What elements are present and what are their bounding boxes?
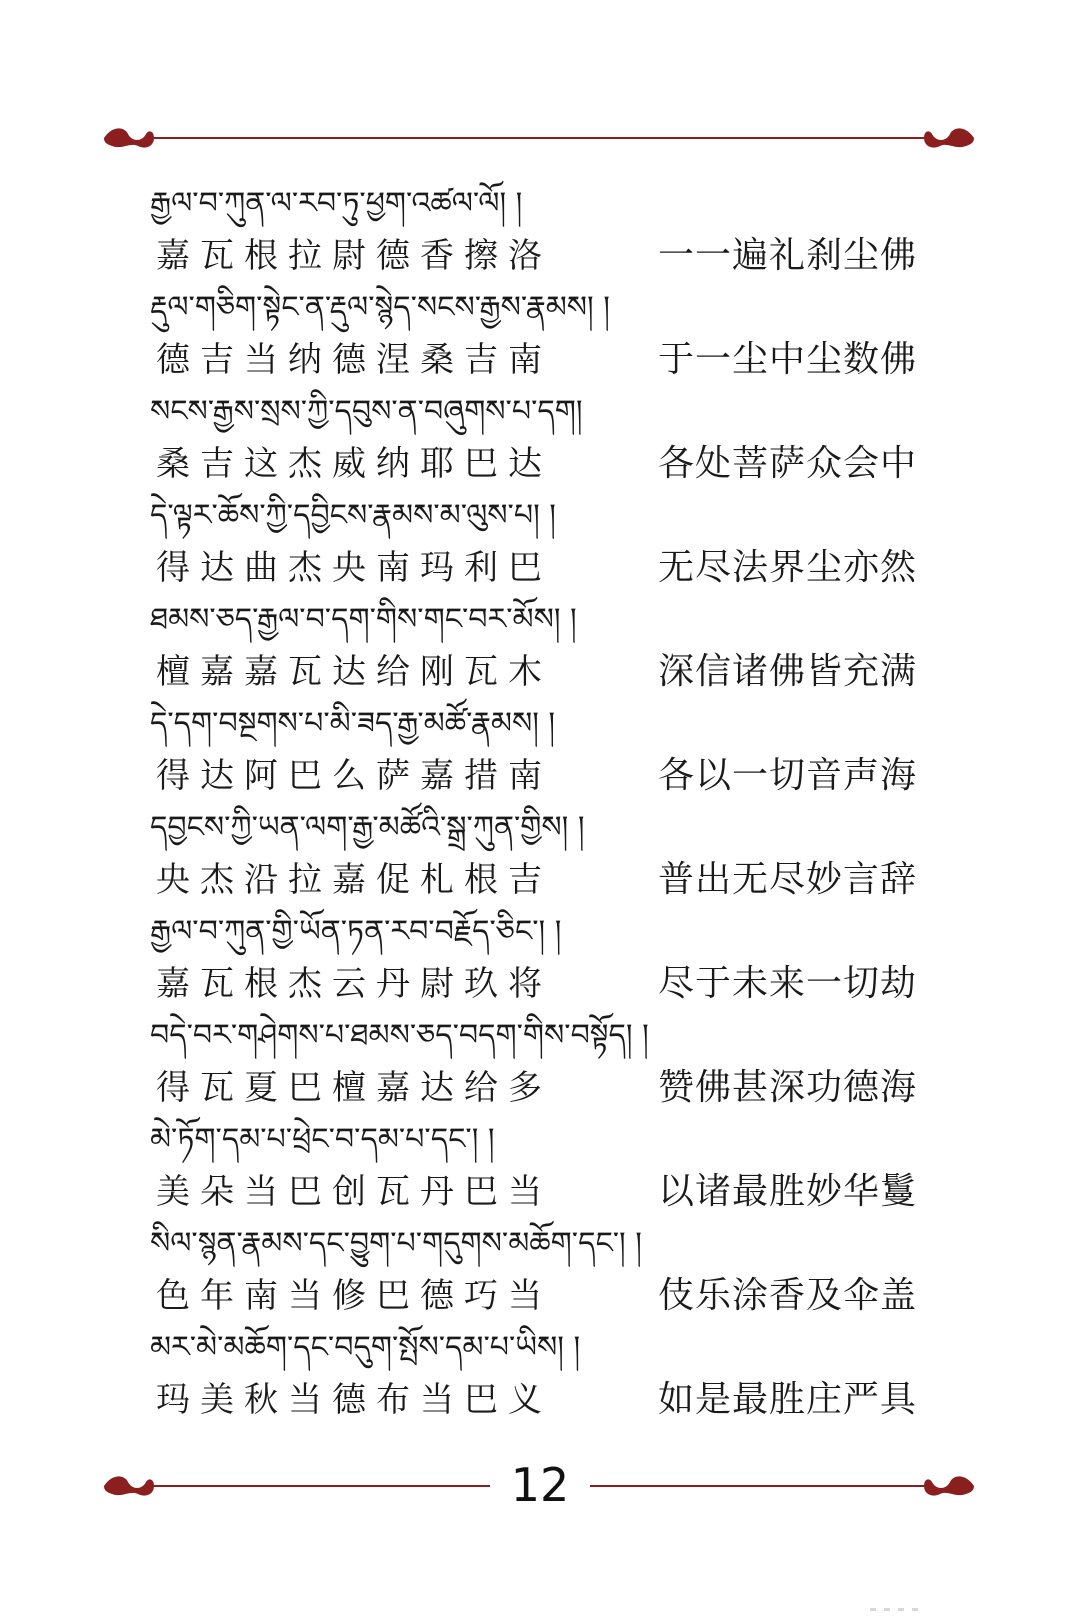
- transliteration-line: 桑吉这杰威纳耶巴达: [156, 444, 552, 484]
- meaning-line: 无尽法界尘亦然: [658, 547, 918, 588]
- watermark-dots: [870, 1596, 940, 1600]
- transliteration-line: 德吉当纳德涅桑吉南: [156, 340, 552, 380]
- tibetan-line: སིལ་སྙན་རྣམས་དང་བྱུག་པ་གདུགས་མཆོག་དང་། །: [150, 1226, 642, 1261]
- meaning-line: 尽于未来一切劫: [658, 963, 918, 1004]
- tibetan-line: སངས་རྒྱས་སྲས་ཀྱི་དབུས་ན་བཞུགས་པ་དག།: [150, 394, 583, 429]
- tibetan-line: རྡུལ་གཅིག་སྟེང་ན་རྡུལ་སྙེད་སངས་རྒྱས་རྣམས། །: [150, 290, 610, 325]
- transliteration-line: 檀嘉嘉瓦达给刚瓦木: [156, 652, 552, 692]
- meaning-line: 各以一切音声海: [658, 755, 918, 796]
- meaning-line: 伎乐涂香及伞盖: [658, 1275, 918, 1316]
- verse-list: [150, 178, 930, 1426]
- verse-5: [150, 594, 930, 698]
- ornament-divider-icon: [102, 120, 976, 156]
- tibetan-line: མེ་ཏོག་དམ་པ་ཕྲེང་བ་དམ་པ་དང་། །: [150, 1122, 495, 1157]
- meaning-line: 赞佛甚深功德海: [658, 1067, 918, 1108]
- meaning-line: 于一尘中尘数佛: [658, 339, 918, 380]
- tibetan-line: རྒྱལ་བ་ཀུན་ལ་རབ་ཏུ་ཕྱག་འཚལ་ལོ། །: [150, 186, 523, 221]
- tibetan-line: དབྱངས་ཀྱི་ཡན་ལག་རྒྱ་མཚོའི་སྒྲ་ཀུན་གྱིས། །: [150, 810, 585, 845]
- tibetan-line: མར་མེ་མཆོག་དང་བདུག་སྤོས་དམ་པ་ཡིས། །: [150, 1330, 581, 1365]
- meaning-line: 深信诸佛皆充满: [658, 651, 918, 692]
- verse-12: [150, 1322, 930, 1426]
- transliteration-line: 得达曲杰央南玛利巴: [156, 548, 552, 588]
- transliteration-line: 央杰沿拉嘉促札根吉: [156, 860, 552, 900]
- tibetan-line: དེ་དག་བསྔགས་པ་མི་ཟད་རྒྱ་མཚོ་རྣམས། །: [150, 706, 556, 741]
- transliteration-line: 色年南当修巴德巧当: [156, 1276, 552, 1316]
- meaning-line: 一一遍礼刹尘佛: [658, 235, 918, 276]
- verse-11: [150, 1218, 930, 1322]
- meaning-line: 以诸最胜妙华鬘: [658, 1171, 918, 1212]
- page-number: 12: [490, 1452, 590, 1518]
- verse-2: [150, 282, 930, 386]
- transliteration-line: 得达阿巴么萨嘉措南: [156, 756, 552, 796]
- verse-8: [150, 906, 930, 1010]
- verse-10: [150, 1114, 930, 1218]
- transliteration-line: 嘉瓦根拉尉德香擦洛: [156, 236, 552, 276]
- meaning-line: 如是最胜庄严具: [658, 1379, 918, 1420]
- transliteration-line: 得瓦夏巴檀嘉达给多: [156, 1068, 552, 1108]
- tibetan-line: རྒྱལ་བ་ཀུན་གྱི་ཡོན་ཏན་རབ་བརྗོད་ཅིང་། །: [150, 914, 562, 949]
- verse-3: [150, 386, 930, 490]
- verse-9: [150, 1010, 930, 1114]
- verse-6: [150, 698, 930, 802]
- transliteration-line: 玛美秋当德布当巴义: [156, 1380, 552, 1420]
- tibetan-line: དེ་ལྟར་ཆོས་ཀྱི་དབྱིངས་རྣམས་མ་ལུས་པ། །: [150, 498, 556, 533]
- meaning-line: 普出无尽妙言辞: [658, 859, 918, 900]
- verse-1: [150, 178, 930, 282]
- top-ornament-rule: [102, 120, 976, 156]
- tibetan-line: ཐམས་ཅད་རྒྱལ་བ་དག་གིས་གང་བར་མོས། །: [150, 602, 577, 637]
- verse-7: [150, 802, 930, 906]
- transliteration-line: 嘉瓦根杰云丹尉玖将: [156, 964, 552, 1004]
- verse-4: [150, 490, 930, 594]
- transliteration-line: 美朵当巴创瓦丹巴当: [156, 1172, 552, 1212]
- tibetan-line: བདེ་བར་གཤེགས་པ་ཐམས་ཅད་བདག་གིས་བསྟོད། །: [150, 1018, 649, 1053]
- meaning-line: 各处菩萨众会中: [658, 443, 918, 484]
